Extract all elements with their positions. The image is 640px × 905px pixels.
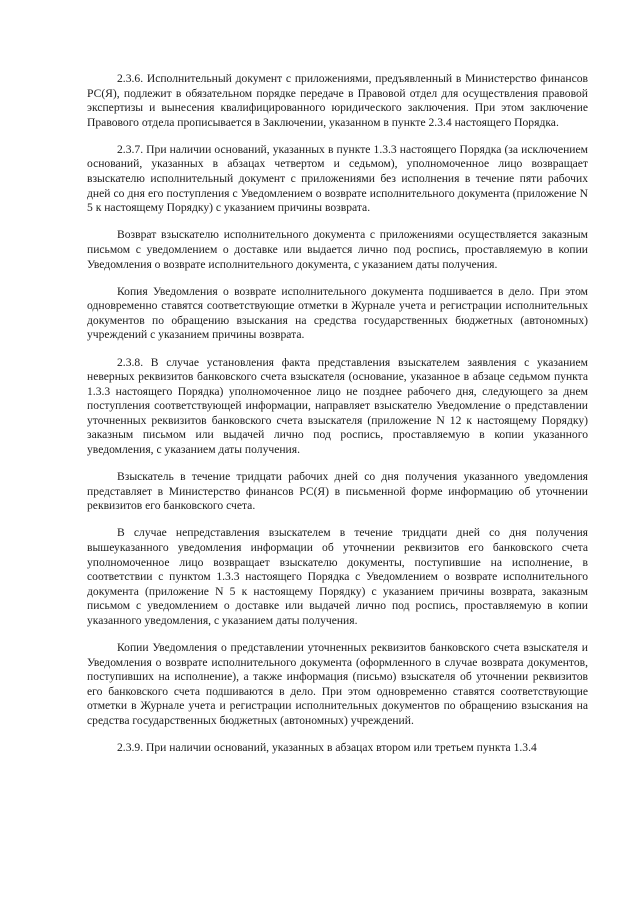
paragraph-return-procedure: Возврат взыскателю исполнительного документа с приложениями осуществляется заказным письмом с уведомлением о доставке или выдается лично под роспись, проставляемую в копии Уведомления о возврате исполнительного документа, с указанием даты получения. [87, 228, 588, 271]
paragraph-2-3-7: 2.3.7. При наличии оснований, указанных в пункте 1.3.3 настоящего Порядка (за исключением оснований, указанных в абзацах четвертом и седьмом), уполномоченное лицо возвращает взыскателю исполнительный документ с приложениями без исполнения в течение пяти рабочих дней со дня его поступления с Уведомлением о возврате исполнительного документа (приложение N 5 к настоящему Порядку) с указанием причины возврата. [87, 142, 588, 215]
paragraph-2-3-6: 2.3.6. Исполнительный документ с приложениями, предъявленный в Министерство финансов РС(Я), подлежит в обязательном порядке передаче в Правовой отдел для осуществления правовой экспертизы и вынесения квалифицированного юридического заключения. При этом заключение Правового отдела прописывается в Заключении, указанном в пункте 2.3.4 настоящего Порядка. [87, 72, 588, 129]
paragraph-2-3-8: 2.3.8. В случае установления факта представления взыскателем заявления с указанием неверных реквизитов банковского счета взыскателя (основание, указанное в абзаце седьмом пункта 1.3.3 настоящего Порядка) уполномоченное лицо не позднее рабочего дня, следующего за днем поступления соответствующей информации, направляет взыскателю Уведомление о представлении уточненных реквизитов банковского счета взыскателя (приложение N 12 к настоящему Порядку) заказным письмом или выдачей лично под роспись, проставляемую в копии указанного уведомления, с указанием даты получения. [87, 355, 588, 457]
paragraph-non-submission: В случае непредставления взыскателем в течение тридцати дней со дня получения вышеуказанного уведомления информации об уточнении реквизитов его банковского счета уполномоченное лицо возвращает взыскателю документы, поступившие на исполнение, в соответствии с пунктом 1.3.3 настоящего Порядка с Уведомлением о возврате исполнительного документа (приложение N 5 к настоящему Порядку) с указанием причины возврата, заказным письмом с уведомлением о доставке или выдачей лично под роспись, проставляемую в копии указанного уведомления, с указанием даты получения. [87, 526, 588, 627]
paragraph-claimant-response: Взыскатель в течение тридцати рабочих дней со дня получения указанного уведомления представляет в Министерство финансов РС(Я) в письменной форме информацию об уточнении реквизитов его банковского счета. [87, 470, 588, 513]
paragraph-notice-copy: Копия Уведомления о возврате исполнительного документа подшивается в дело. При этом одновременно ставятся соответствующие отметки в Журнале учета и регистрации исполнительных документов по обращению взыскания на средства государственных бюджетных (автономных) учреждений с указанием причины возврата. [87, 284, 588, 342]
paragraph-2-3-9: 2.3.9. При наличии оснований, указанных в абзацах втором или третьем пункта 1.3.4 [117, 741, 537, 755]
paragraph-notice-copies-filing: Копии Уведомления о представлении уточненных реквизитов банковского счета взыскателя и Уведомления о возврате исполнительного документа (оформленного в случае возврата документов, поступивших на исполнение), а также информация (письмо) взыскателя об уточнении реквизитов его банковского счета подшиваются в дело. При этом одновременно ставятся соответствующие отметки в Журнале учета и регистрации исполнительных документов по обращению взыскания на средства государственных бюджетных (автономных) учреждений. [87, 641, 588, 728]
document-page [87, 72, 588, 756]
